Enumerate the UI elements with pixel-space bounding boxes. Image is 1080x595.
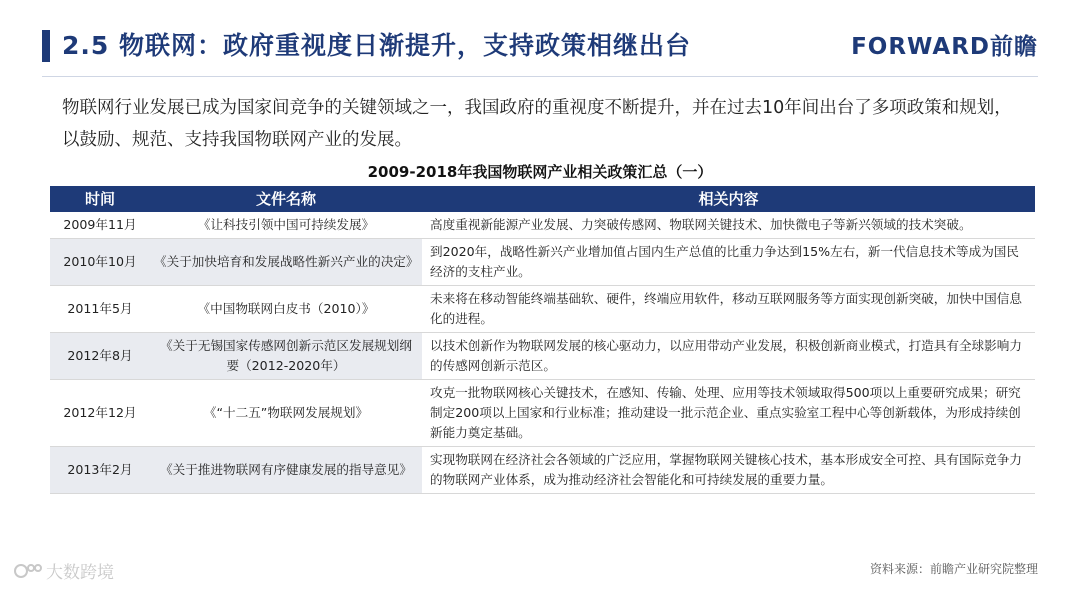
row-content: 到2020年，战略性新兴产业增加值占国内生产总值的比重力争达到15%左右，新一代信息技术等成为国民经济的支柱产业。 bbox=[422, 239, 1035, 286]
table-row bbox=[50, 212, 1035, 239]
watermark bbox=[14, 558, 114, 583]
row-content: 未来将在移动智能终端基础软、硬件，终端应用软件，移动互联网服务等方面实现创新突破，加快中国信息化的进程。 bbox=[422, 286, 1035, 333]
row-date: 2011年5月 bbox=[50, 286, 150, 333]
table-row bbox=[50, 286, 1035, 333]
row-document: 《“十二五”物联网发展规划》 bbox=[150, 380, 422, 447]
table-title: 2009-2018年我国物联网产业相关政策汇总（一） bbox=[367, 163, 713, 181]
table-row bbox=[50, 333, 1035, 380]
header-document: 文件名称 bbox=[150, 186, 422, 212]
row-document: 《关于推进物联网有序健康发展的指导意见》 bbox=[150, 447, 422, 494]
header-content: 相关内容 bbox=[422, 186, 1035, 212]
table-row bbox=[50, 447, 1035, 494]
row-content: 实现物联网在经济社会各领域的广泛应用，掌握物联网关键核心技术，基本形成安全可控、具有国际竞争力的物联网产业体系，成为推动经济社会智能化和可持续发展的重要力量。 bbox=[422, 447, 1035, 494]
row-date: 2010年10月 bbox=[50, 239, 150, 286]
table-header-row bbox=[50, 186, 1035, 212]
row-document: 《中国物联网白皮书（2010）》 bbox=[150, 286, 422, 333]
intro-paragraph: 物联网行业发展已成为国家间竞争的关键领域之一，我国政府的重视度不断提升，并在过去10年间出台了多项政策和规划，以鼓励、规范、支持我国物联网产业的发展。 bbox=[62, 98, 1012, 150]
row-content: 攻克一批物联网核心关键技术，在感知、传输、处理、应用等技术领域取得500项以上重要研究成果；研究制定200项以上国家和行业标准；推动建设一批示范企业、重点实验室工程中心等创新载体，为形成持续创新能力奠定基础。 bbox=[422, 380, 1035, 447]
row-date: 2012年8月 bbox=[50, 333, 150, 380]
source-note: 资料来源：前瞻产业研究院整理 bbox=[869, 562, 1038, 576]
row-document: 《让科技引领中国可持续发展》 bbox=[150, 212, 422, 239]
title-accent-bar bbox=[42, 30, 50, 62]
row-date: 2012年12月 bbox=[50, 380, 150, 447]
forward-logo: FORWARD前瞻 bbox=[851, 34, 1038, 60]
header-date: 时间 bbox=[50, 186, 150, 212]
page-title: 2.5 物联网：政府重视度日渐提升，支持政策相继出台 bbox=[62, 31, 691, 60]
header-divider bbox=[42, 76, 1038, 77]
row-content: 高度重视新能源产业发展、力突破传感网、物联网关键技术、加快微电子等新兴领域的技术突破。 bbox=[422, 212, 1035, 239]
row-content: 以技术创新作为物联网发展的核心驱动力，以应用带动产业发展，积极创新商业模式，打造具有全球影响力的传感网创新示范区。 bbox=[422, 333, 1035, 380]
row-date: 2009年11月 bbox=[50, 212, 150, 239]
watermark-text: 大数跨境 bbox=[46, 563, 114, 583]
table-row bbox=[50, 239, 1035, 286]
policy-table bbox=[50, 186, 1035, 494]
table-row bbox=[50, 380, 1035, 447]
row-date: 2013年2月 bbox=[50, 447, 150, 494]
row-document: 《关于加快培育和发展战略性新兴产业的决定》 bbox=[150, 239, 422, 286]
watermark-logo-icon bbox=[14, 562, 42, 580]
row-document: 《关于无锡国家传感网创新示范区发展规划纲要（2012-2020年） bbox=[150, 333, 422, 380]
